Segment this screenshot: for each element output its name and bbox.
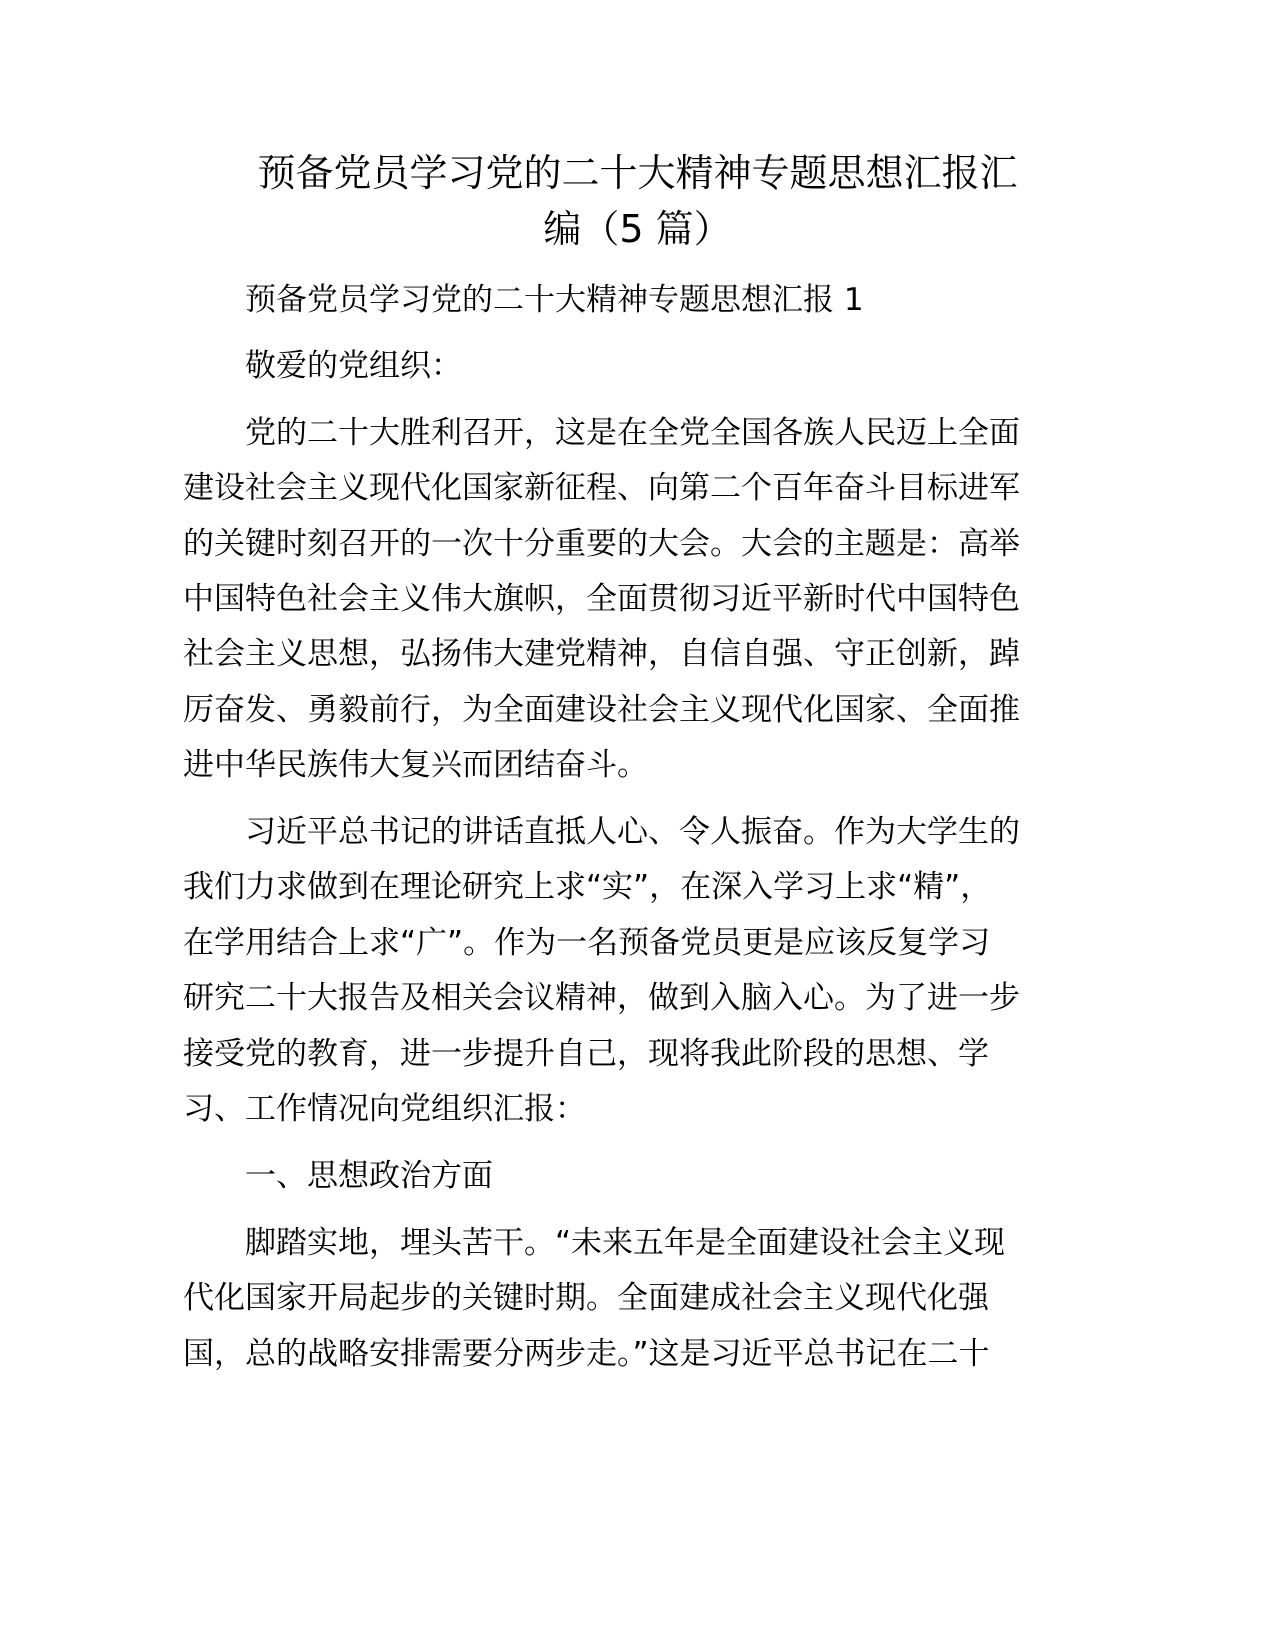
paragraph-3-line: 国，总的战略安排需要分两步走。”这是习近平总书记在二十 bbox=[183, 1336, 990, 1372]
paragraph-1-line: 社会主义思想，弘扬伟大建党精神，自信自强、守正创新，踔 bbox=[183, 636, 1020, 672]
paragraph-1-line: 厉奋发、勇毅前行，为全面建设社会主义现代化国家、全面推 bbox=[183, 692, 1020, 728]
paragraph-2-line: 习、工作情况向党组织汇报： bbox=[183, 1091, 586, 1127]
title-line-1: 预备党员学习党的二十大精神专题思想汇报汇 bbox=[257, 151, 1018, 195]
paragraph-2-line: 习近平总书记的讲话直抵人心、令人振奋。作为大学生的 bbox=[245, 814, 1020, 850]
title-line-2: 编（5 篇） bbox=[543, 207, 732, 251]
paragraph-1-line: 进中华民族伟大复兴而团结奋斗。 bbox=[183, 747, 648, 783]
salutation: 敬爱的党组织： bbox=[245, 348, 462, 384]
report-subtitle: 预备党员学习党的二十大精神专题思想汇报 1 bbox=[245, 282, 864, 318]
paragraph-3-line: 代化国家开局起步的关键时期。全面建成社会主义现代化强 bbox=[183, 1280, 989, 1316]
paragraph-1-line: 党的二十大胜利召开，这是在全党全国各族人民迈上全面 bbox=[245, 415, 1020, 451]
section-heading: 一、思想政治方面 bbox=[245, 1158, 493, 1194]
paragraph-2-line: 在学用结合上求“广”。作为一名预备党员更是应该反复学习 bbox=[183, 925, 991, 961]
paragraph-1-line: 建设社会主义现代化国家新征程、向第二个百年奋斗目标进军 bbox=[183, 470, 1020, 506]
paragraph-2-line: 接受党的教育，进一步提升自己，现将我此阶段的思想、学 bbox=[183, 1036, 989, 1072]
paragraph-2-line: 研究二十大报告及相关会议精神，做到入脑入心。为了进一步 bbox=[183, 980, 1020, 1016]
paragraph-1-line: 的关键时刻召开的一次十分重要的大会。大会的主题是：高举 bbox=[183, 526, 1020, 562]
paragraph-1-line: 中国特色社会主义伟大旗帜，全面贯彻习近平新时代中国特色 bbox=[183, 581, 1020, 617]
document-title bbox=[175, 145, 1100, 257]
paragraph-3-line: 脚踏实地，埋头苦干。“未来五年是全面建设社会主义现 bbox=[245, 1225, 1006, 1261]
paragraph-2-line: 我们力求做到在理论研究上求“实”，在深入学习上求“精”， bbox=[183, 869, 992, 905]
